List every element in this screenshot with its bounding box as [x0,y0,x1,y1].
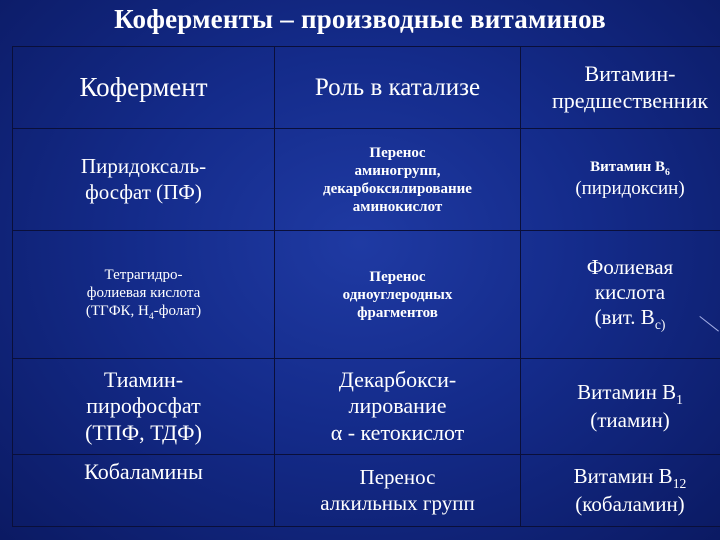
table-row [13,129,720,231]
table-header-row [13,47,720,129]
cell-line: Декарбокси- [338,366,457,392]
cell-line: Пиридоксаль- [80,154,207,179]
cell-line: (ТГФК, $Н_4-фолат$) [85,303,202,323]
cell-line: Витамин $В_1$ [577,379,683,407]
cell-line: кислота [594,280,666,305]
cell-line: Тетрагидро- [104,267,183,284]
cell-line: фосфат (ПФ) [85,179,202,204]
coenzyme-table [12,46,720,527]
cell-line: фолиевая кислота [86,285,201,302]
coenzyme-cell [13,231,275,359]
cell-line: α - кетокислот [330,419,465,445]
coenzyme-cell [13,359,275,455]
header-vitamin-line2: предшественник [551,87,709,113]
vitamin-cell [521,129,720,231]
cell-line: Витамин $В_{12}$ [573,463,687,491]
cell-line: аминогрупп, [354,162,441,179]
role-cell [275,359,521,455]
coenzyme-cell [13,455,275,527]
cell-line: пирофосфат [86,393,201,419]
cell-line: алкильных групп [320,490,475,515]
cell-line: Витамин $B_6$ [590,158,670,178]
role-cell [275,231,521,359]
header-coenzyme: Кофермент [13,47,275,129]
cell-line: лирование [348,393,447,419]
cell-line: Перенос [369,268,426,285]
cell-line: (тиамин) [590,408,670,433]
cell-line: Перенос [359,465,436,490]
cell-line: Кобаламины [84,459,203,484]
cell-line: Перенос [369,144,426,161]
table-row [13,455,720,527]
cell-line: (пиридоксин) [575,178,685,200]
cell-line: (кобаламин) [575,492,685,517]
coenzyme-cell [13,129,275,231]
cell-line: Фолиевая [586,255,674,280]
role-cell [275,129,521,231]
header-vitamin [521,47,720,129]
cell-line: Тиамин- [103,366,184,392]
cell-line: аминокислот [352,198,443,215]
cell-line: (вит. $В_{с)}$ [594,305,666,333]
vitamin-cell [521,359,720,455]
vitamin-cell [521,231,720,359]
cell-line: фрагментов [357,304,438,321]
role-cell [275,455,521,527]
vitamin-cell [521,455,720,527]
cell-line: (ТПФ, ТДФ) [85,419,202,445]
table-row [13,231,720,359]
slide-title: Коферменты – производные витаминов [114,4,606,34]
cell-line: декарбоксилирование [323,180,472,197]
table-row [13,359,720,455]
header-role: Роль в катализе [275,47,521,129]
header-vitamin-line1: Витамин- [584,61,676,87]
cell-line: одноуглеродных [342,286,453,303]
